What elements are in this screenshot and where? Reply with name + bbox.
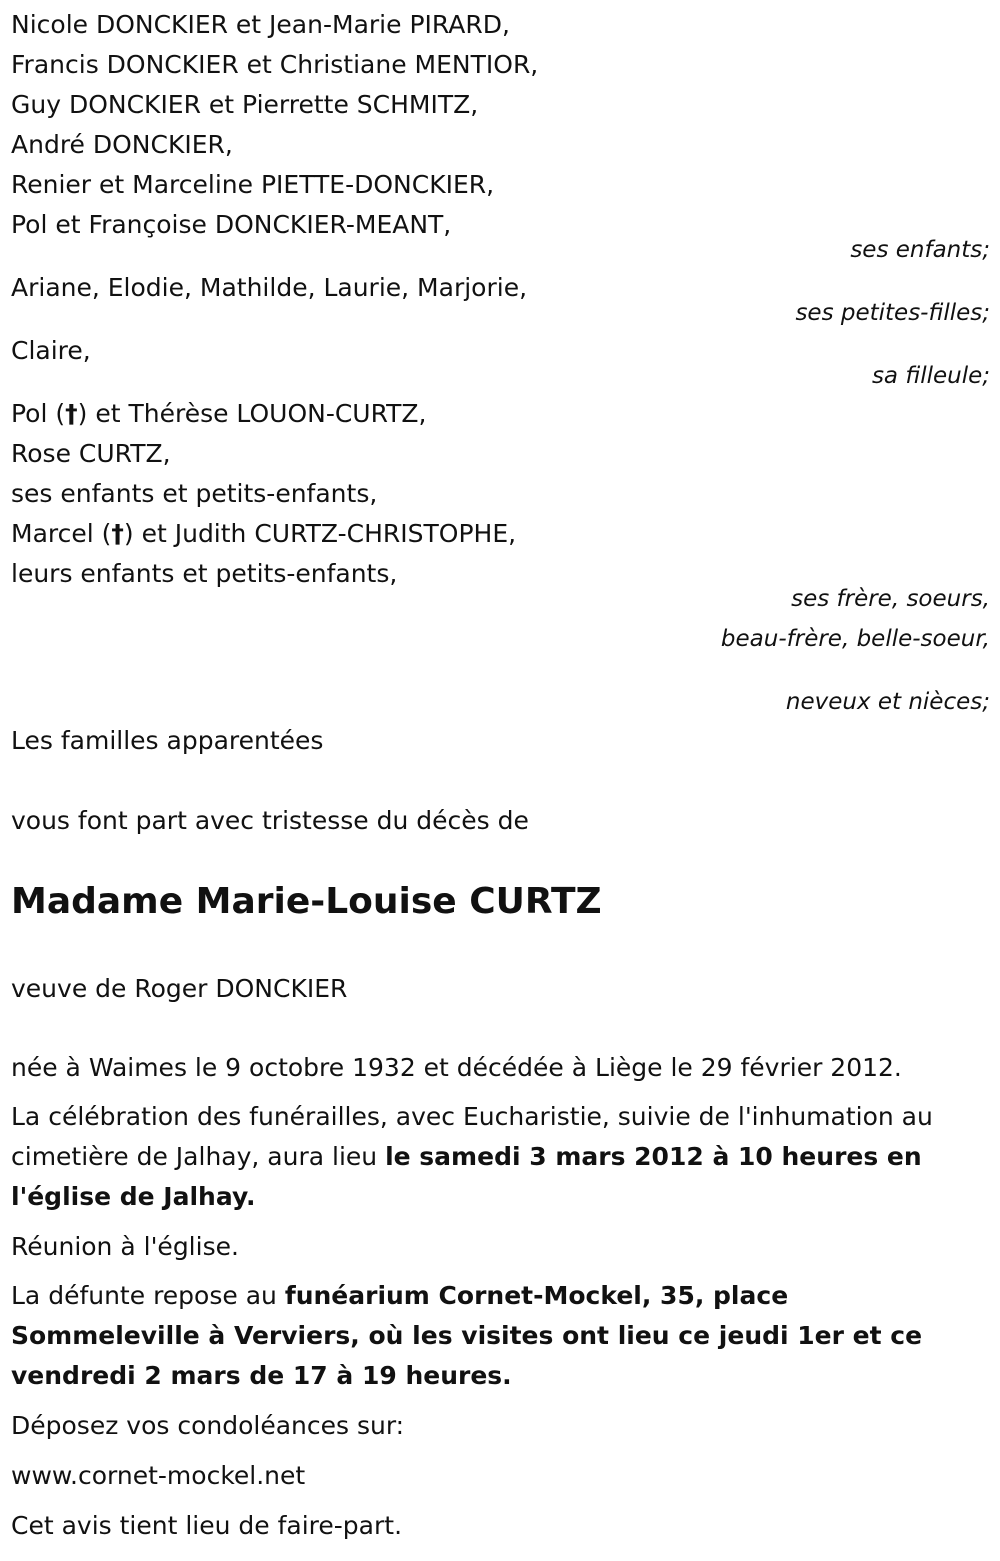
repose-details: funéarium Cornet-Mockel, 35, place Sommeleville à Verviers, où les visites ont lieu ce jeudi 1er et ce vendredi 2 mars de 17 à 19 heures. xyxy=(11,1281,923,1390)
birth-death-line: née à Waimes le 9 octobre 1932 et décédée à Liège le 29 février 2012. xyxy=(11,1053,902,1082)
funeral-paragraph xyxy=(11,1097,986,1217)
sibling-marcel-line xyxy=(11,514,516,554)
sibling-pol-name: Pol ( xyxy=(11,399,66,428)
siblings-role-2: beau-frère, belle-soeur, xyxy=(720,626,990,652)
meeting-line: Réunion à l'église. xyxy=(11,1232,239,1261)
siblings-role-1: ses frère, soeurs, xyxy=(791,586,990,612)
child-line-3: Guy DONCKIER et Pierrette SCHMITZ, xyxy=(11,90,479,119)
condolences-line: Déposez vos condoléances sur: xyxy=(11,1411,405,1440)
funeral-text: La célébration des funérailles, avec Eucharistie, suivie de l'inhumation au cimetière de Jalhay, aura lieu xyxy=(11,1102,933,1171)
notice-line: Cet avis tient lieu de faire-part. xyxy=(11,1511,403,1540)
sibling-marcel-name: Marcel ( xyxy=(11,519,112,548)
deceased-cross-icon: † xyxy=(65,399,78,428)
sibling-marcel-children-line: leurs enfants et petits-enfants, xyxy=(11,559,398,588)
funeral-datetime: le samedi 3 mars 2012 à 10 heures en l'église de Jalhay. xyxy=(11,1142,922,1211)
repose-paragraph xyxy=(11,1276,941,1396)
intro-line: vous font part avec tristesse du décès de xyxy=(11,806,529,835)
goddaughter-line: Claire, xyxy=(11,336,91,365)
sibling-rose-children-line: ses enfants et petits-enfants, xyxy=(11,479,378,508)
deceased-name: Madame Marie-Louise CURTZ xyxy=(11,881,602,922)
granddaughters-role: ses petites-filles; xyxy=(795,300,990,326)
sibling-rose-line: Rose CURTZ, xyxy=(11,439,171,468)
siblings-role-3: neveux et nièces; xyxy=(785,689,990,715)
related-families-line: Les familles apparentées xyxy=(11,726,324,755)
child-line-2: Francis DONCKIER et Christiane MENTIOR, xyxy=(11,50,539,79)
widow-of-line: veuve de Roger DONCKIER xyxy=(11,974,348,1003)
sibling-marcel-rest: ) et Judith CURTZ-CHRISTOPHE, xyxy=(123,519,517,548)
child-line-5: Renier et Marceline PIETTE-DONCKIER, xyxy=(11,170,495,199)
goddaughter-role: sa filleule; xyxy=(871,363,990,389)
child-line-1: Nicole DONCKIER et Jean-Marie PIRARD, xyxy=(11,10,510,39)
sibling-pol-line xyxy=(11,394,427,434)
granddaughters-line: Ariane, Elodie, Mathilde, Laurie, Marjorie, xyxy=(11,273,528,302)
website-link[interactable]: www.cornet-mockel.net xyxy=(11,1461,306,1490)
child-line-6: Pol et Françoise DONCKIER-MEANT, xyxy=(11,210,452,239)
deceased-cross-icon: † xyxy=(111,519,124,548)
children-role: ses enfants; xyxy=(850,237,990,263)
repose-text: La défunte repose au xyxy=(11,1281,285,1310)
child-line-4: André DONCKIER, xyxy=(11,130,233,159)
sibling-pol-rest: ) et Thérèse LOUON-CURTZ, xyxy=(77,399,427,428)
